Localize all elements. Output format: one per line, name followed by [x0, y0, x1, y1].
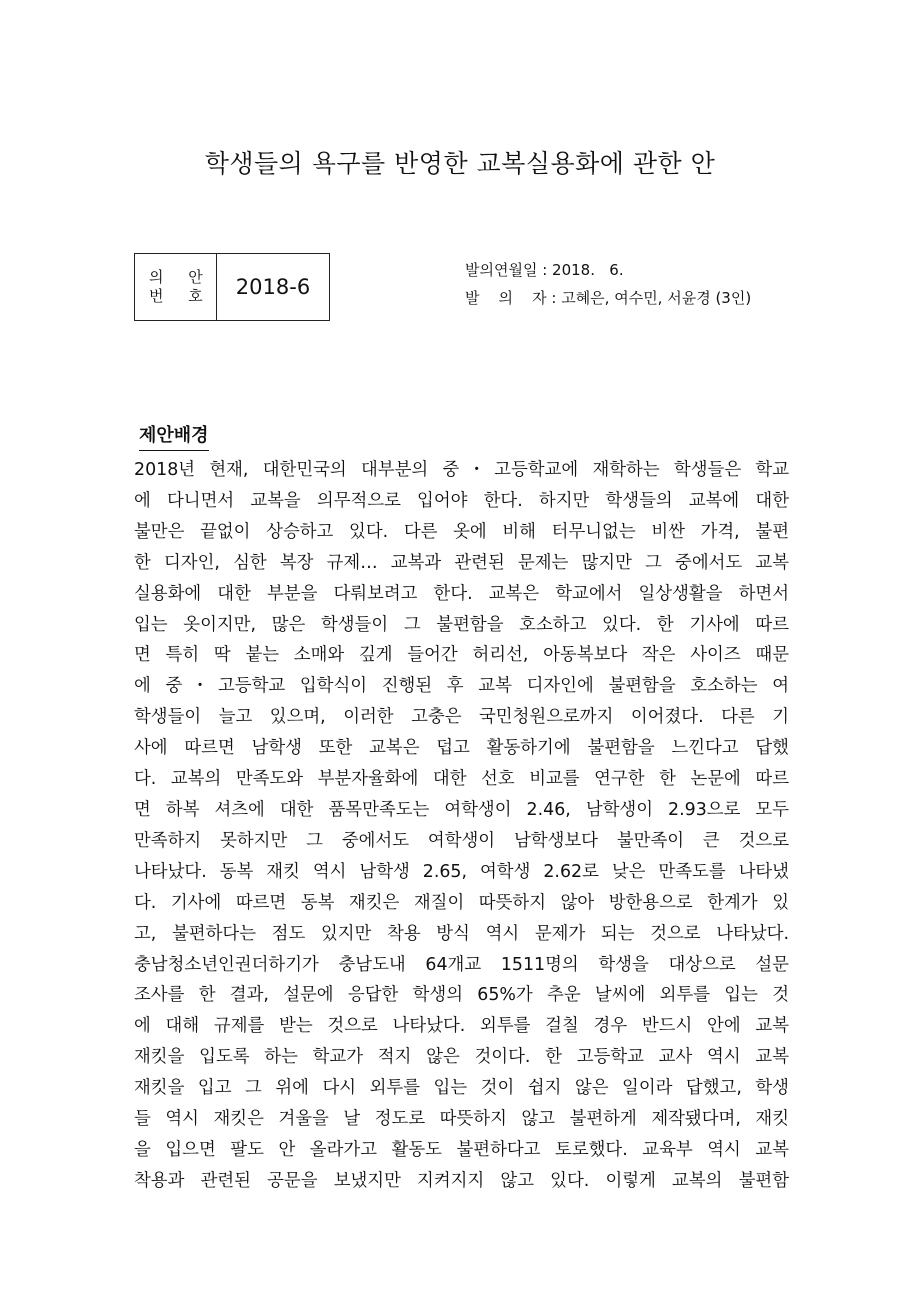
body-line: 재킷을 입도록 하는 학교가 적지 않은 것이다. 한 고등학교 교사 역시 교복: [134, 1047, 789, 1068]
body-line: 재킷을 입고 그 위에 다시 외투를 입는 것이 쉽지 않은 일이라 답했고, 학생: [134, 1078, 789, 1099]
body-line: 사에 따르면 남학생 또한 교복은 덥고 활동하기에 불편함을 느낀다고 답했: [134, 738, 789, 759]
bill-number-value: 2018-6: [235, 275, 311, 299]
bill-number-label: [135, 254, 217, 320]
proposal-date: 발의연월일 : 2018. 6.: [465, 261, 624, 279]
body-line: 에 다니면서 교복을 의무적으로 입어야 한다. 하지만 학생들의 교복에 대한: [134, 490, 789, 511]
body-line: 불만은 끝없이 상승하고 있다. 다른 옷에 비해 터무니없는 비싼 가격, 불편: [134, 521, 789, 542]
body-line: 에 대해 규제를 받는 것으로 나타났다. 외투를 걸칠 경우 반드시 안에 교복: [134, 1016, 789, 1037]
body-line: 만족하지 못하지만 그 중에서도 여학생이 남학생보다 불만족이 큰 것으로: [134, 830, 789, 851]
section-body: [134, 455, 789, 1197]
bill-label-line-1: 의 안: [149, 268, 213, 286]
proposers: 발 의 자 : 고혜은, 여수민, 서윤경 (3인): [465, 289, 752, 307]
body-line: 다. 기사에 따르면 동복 재킷은 재질이 따뜻하지 않아 방한용으로 한계가 있: [134, 892, 789, 913]
body-line: 다. 교복의 만족도와 부분자율화에 대한 선호 비교를 연구한 한 논문에 따르: [134, 769, 789, 790]
body-line: 나타났다. 동복 재킷 역시 남학생 2.65, 여학생 2.62로 낮은 만족도를 나타냈: [134, 861, 789, 882]
body-line: 면 특히 딱 붙는 소매와 깊게 들어간 허리선, 아동복보다 작은 사이즈 때문: [134, 645, 789, 666]
body-line: 입는 옷이지만, 많은 학생들이 그 불편함을 호소하고 있다. 한 기사에 따르: [134, 614, 789, 635]
bill-label-line-2: 번 호: [149, 287, 213, 305]
body-line: 충남청소년인권더하기가 충남도내 64개교 1511명의 학생을 대상으로 설문: [134, 954, 789, 975]
body-line: 면 하복 셔츠에 대한 품목만족도는 여학생이 2.46, 남학생이 2.93으로 모두: [134, 799, 789, 820]
bill-meta: [465, 256, 751, 312]
body-line: 학생들이 늘고 있으며, 이러한 고충은 국민청원으로까지 이어졌다. 다른 기: [134, 707, 789, 728]
body-line: 한 디자인, 심한 복장 규제… 교복과 관련된 문제는 많지만 그 중에서도 교복: [134, 552, 789, 573]
section-heading: 제안배경: [139, 421, 209, 451]
body-line: 2018년 현재, 대한민국의 대부분의 중・고등학교에 재학하는 학생들은 학교: [134, 460, 789, 480]
document-title: 학생들의 욕구를 반영한 교복실용화에 관한 안: [204, 149, 716, 178]
body-line: 실용화에 대한 부분을 다뤄보려고 한다. 교복은 학교에서 일상생활을 하면서: [134, 583, 789, 604]
body-line: 조사를 한 결과, 설문에 응답한 학생의 65%가 추운 날씨에 외투를 입는 것: [134, 985, 789, 1006]
bill-number-box: [134, 253, 330, 321]
body-line: 고, 불편하다는 점도 있지만 착용 방식 역시 문제가 되는 것으로 나타났다.: [134, 923, 789, 944]
body-line: 들 역시 재킷은 겨울을 날 정도로 따뜻하지 않고 불편하게 제작됐다며, 재킷: [134, 1109, 789, 1130]
body-line: 에 중・고등학교 입학식이 진행된 후 교복 디자인에 불편함을 호소하는 여: [134, 676, 789, 697]
body-line: 을 입으면 팔도 안 올라가고 활동도 불편하다고 토로했다. 교육부 역시 교복: [134, 1139, 789, 1160]
body-line: 착용과 관련된 공문을 보냈지만 지켜지지 않고 있다. 이렇게 교복의 불편함: [134, 1170, 789, 1191]
